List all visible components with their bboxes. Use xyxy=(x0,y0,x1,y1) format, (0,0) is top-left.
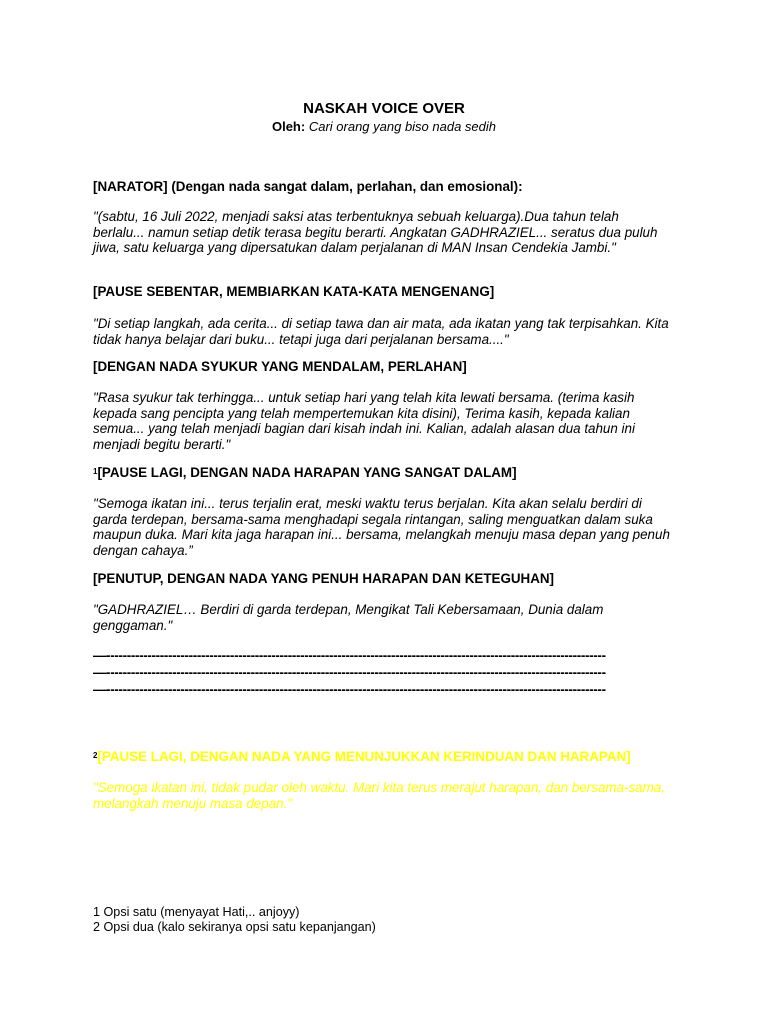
footnote-marker: 2 xyxy=(93,751,98,760)
footnote-text: Opsi dua (kalo sekiranya opsi satu kepanjangan) xyxy=(103,920,376,934)
divider-line: —------------------------------------------------------------------------------------------------------------------------- xyxy=(93,648,606,663)
section-heading-with-footnote xyxy=(93,465,673,481)
section-text: "Di setiap langkah, ada cerita... di setiap tawa dan air mata, ada ikatan yang tak terpisahkan. Kita tidak hanya belajar dari buku... tetapi juga dari perjalanan bersama...." xyxy=(93,316,669,347)
alt-section-heading-text: [PAUSE LAGI, DENGAN NADA YANG MENUNJUKKAN KERINDUAN DAN HARAPAN] xyxy=(97,749,631,764)
footnote-number: 2 xyxy=(93,920,101,934)
footnote-number: 1 xyxy=(93,905,101,919)
byline-label: Oleh: xyxy=(271,119,306,134)
divider-line: —------------------------------------------------------------------------------------------------------------------------- xyxy=(93,665,606,680)
section-text: "GADHRAZIEL… Berdiri di garda terdepan, Mengikat Tali Kebersamaan, Dunia dalam genggaman." xyxy=(93,602,604,633)
section-heading-text: [PAUSE LAGI, DENGAN NADA HARAPAN YANG SANGAT DALAM] xyxy=(97,465,517,480)
byline-value: Cari orang yang biso nada sedih xyxy=(308,119,497,134)
alt-section-text: "Semoga ikatan ini, tidak pudar oleh waktu. Mari kita terus merajut harapan, dan bersama-sama, melangkah menuju masa depan." xyxy=(93,780,665,811)
footnote xyxy=(93,920,673,936)
document-title: NASKAH VOICE OVER xyxy=(303,100,465,117)
section-heading: [PENUTUP, DENGAN NADA YANG PENUH HARAPAN DAN KETEGUHAN] xyxy=(93,571,555,586)
alt-section-heading xyxy=(93,749,673,765)
section-text: "(sabtu, 16 Juli 2022, menjadi saksi atas terbentuknya sebuah keluarga).Dua tahun telah berlalu... namun setiap detik terasa begitu berarti. Angkatan GADHRAZIEL... seratus dua puluh jiwa, satu keluarga yang dipersatukan dalam perjalanan di MAN Insan Cendekia Jambi." xyxy=(93,209,658,256)
section-heading: [DENGAN NADA SYUKUR YANG MENDALAM, PERLAHAN] xyxy=(93,359,467,374)
footnote xyxy=(93,905,673,921)
section-text: "Rasa syukur tak terhingga... untuk setiap hari yang telah kita lewati bersama. (terima kasih kepada sang pencipta yang telah mempertemukan kita disini), Terima kasih, kepada kalian semua... yang telah menjadi bagian dari kisah indah ini. Kalian, adalah alasan dua tahun ini menjadi begitu berarti." xyxy=(93,390,635,452)
section-text: "Semoga ikatan ini... terus terjalin erat, meski waktu terus berjalan. Kita akan selalu berdiri di garda terdepan, bersama-sama menghadapi segala rintangan, saling menguatkan dalam suka maupun duka. Mari kita jaga harapan ini... bersama, melangkah menuju masa depan yang penuh dengan cahaya.” xyxy=(93,496,670,558)
divider-line: —------------------------------------------------------------------------------------------------------------------------- xyxy=(93,682,606,697)
section-heading: [NARATOR] (Dengan nada sangat dalam, perlahan, dan emosional): xyxy=(93,179,523,194)
footnote-marker: 1 xyxy=(93,467,98,476)
byline xyxy=(0,119,768,135)
section-heading: [PAUSE SEBENTAR, MEMBIARKAN KATA-KATA MENGENANG] xyxy=(93,284,495,299)
footnote-text: Opsi satu (menyayat Hati,.. anjoyy) xyxy=(103,905,300,919)
